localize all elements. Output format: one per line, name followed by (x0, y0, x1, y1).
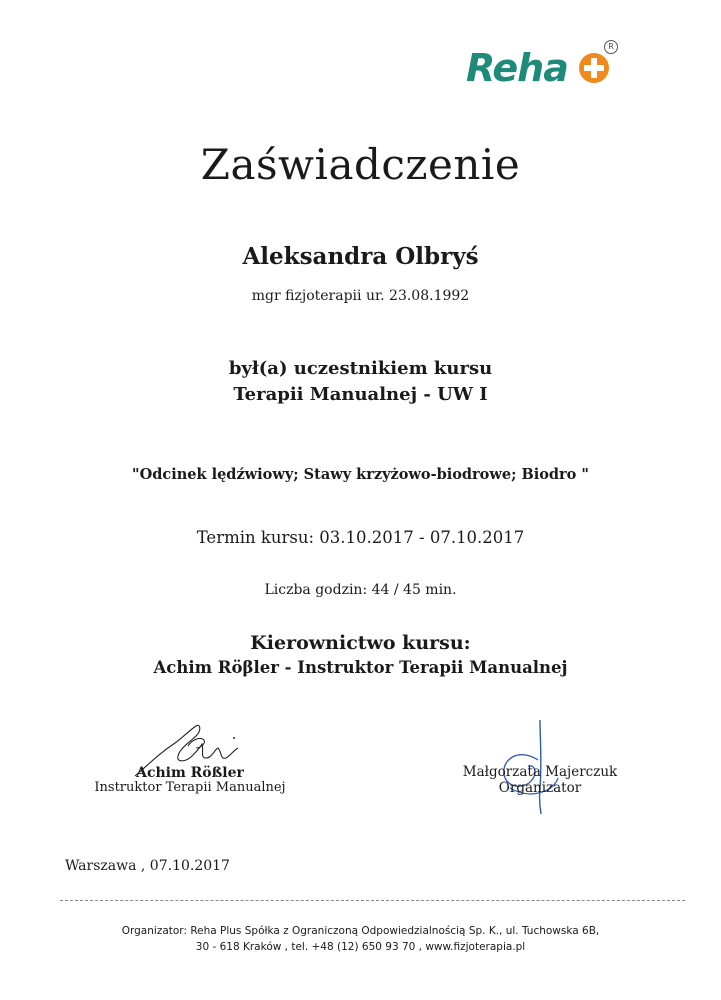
certificate-title: Zaświadczenie (200, 140, 521, 189)
course-hours: Liczba godzin: 44 / 45 min. (264, 582, 457, 598)
plus-icon (578, 52, 610, 84)
right-signatory-role: Organizator (498, 780, 582, 796)
logo-text: Reha (466, 46, 568, 90)
registered-mark: R (604, 40, 618, 54)
left-signatory-name: Achim Rößler (136, 765, 244, 781)
footer-organizer-line: Organizator: Reha Plus Spółka z Ograniczoną Odpowiedzialnością Sp. K., ul. Tuchowska 6B, (121, 925, 600, 937)
footer-contact-line: 30 - 618 Kraków , tel. +48 (12) 650 93 70 , www.fizjoterapia.pl (195, 941, 526, 953)
participant-degree: mgr fizjoterapii ur. 23.08.1992 (251, 288, 470, 304)
participant-name: Aleksandra Olbryś (242, 243, 479, 270)
management-label: Kierownictwo kursu: (250, 632, 471, 654)
place-and-date: Warszawa , 07.10.2017 (65, 858, 230, 874)
course-name: Terapii Manualnej - UW I (233, 384, 488, 405)
management-name: Achim Röβler - Instruktor Terapii Manualnej (153, 658, 568, 677)
reha-logo (466, 44, 626, 96)
left-signatory-role: Instruktor Terapii Manualnej (94, 780, 286, 795)
footer-divider (60, 900, 685, 901)
course-module: "Odcinek lędźwiowy; Stawy krzyżowo-biodrowe; Biodro " (132, 466, 589, 483)
right-signatory-name: Małgorzata Majerczuk (462, 764, 618, 780)
participation-line: był(a) uczestnikiem kursu (228, 358, 493, 379)
course-term: Termin kursu: 03.10.2017 - 07.10.2017 (196, 528, 525, 547)
